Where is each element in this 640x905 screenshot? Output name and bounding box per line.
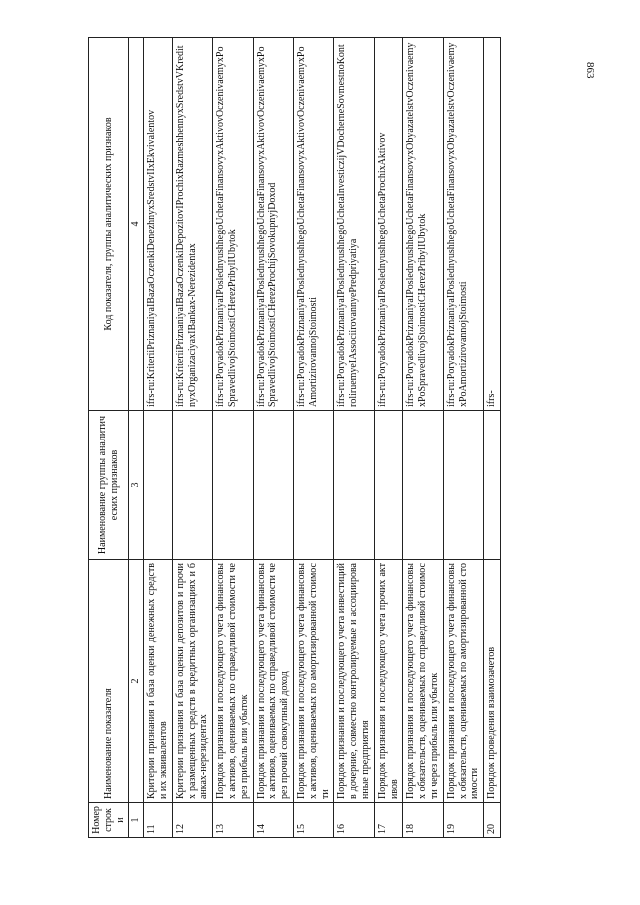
group-name bbox=[172, 411, 212, 560]
header-code: Код показателя, группы аналитических признаков bbox=[89, 38, 129, 411]
indicator-name: Порядок признания и последующего учета финансовых обязательств, оцениваемых по справедливой стоимости через прибыль или убыток bbox=[403, 560, 443, 803]
column-number: 3 bbox=[129, 411, 144, 560]
indicator-name: Порядок признания и последующего учета финансовых обязательств, оцениваемых по амортизированной стоимости bbox=[443, 560, 483, 803]
indicator-name: Порядок признания и последующего учета инвестиций в дочерние, совместно контролируемые и ассоциированные предприятия bbox=[334, 560, 374, 803]
indicator-code: ifrs-ru:PoryadokPriznaniyaIPoslednyushhegoUchetaProchixAktivov bbox=[374, 38, 403, 411]
indicator-name: Порядок признания и последующего учета финансовых активов, оцениваемых по справедливой стоимости через прочий совокупный доход bbox=[253, 560, 293, 803]
indicator-name: Порядок проведения взаимозачетов bbox=[484, 560, 501, 803]
group-name bbox=[334, 411, 374, 560]
row-number: 12 bbox=[172, 803, 212, 838]
row-number: 20 bbox=[484, 803, 501, 838]
table-row bbox=[172, 38, 212, 838]
indicator-code: ifrs-ru:KriteriiPriznaniyaIBazaOczenkiDenezhnyxSredstvIIxEkvivalentov bbox=[144, 38, 173, 411]
indicator-code: ifrs- bbox=[484, 38, 501, 411]
group-name bbox=[443, 411, 483, 560]
column-number-row bbox=[129, 38, 144, 838]
indicator-code: ifrs-ru:PoryadokPriznaniyaIPoslednyushhegoUchetaFinansovyxObyazatelstvOczenivaemyxPoAmortizirovannojStoimosti bbox=[443, 38, 483, 411]
indicator-code: ifrs-ru:PoryadokPriznaniyaIPoslednyushhegoUchetaFinansovyxObyazatelstvOczenivaemyxPoSpravedlivojStoimostiCHerezPribylIUbytok bbox=[403, 38, 443, 411]
table-row bbox=[293, 38, 333, 838]
group-name bbox=[213, 411, 253, 560]
header-row-number: Номер строки bbox=[89, 803, 129, 838]
indicator-name: Порядок признания и последующего учета прочих активов bbox=[374, 560, 403, 803]
row-number: 18 bbox=[403, 803, 443, 838]
column-number: 2 bbox=[129, 560, 144, 803]
indicator-code: ifrs-ru:PoryadokPriznaniyaIPoslednyushhegoUchetaFinansovyxAktivovOczenivaemyxPoSpravedlivojStoimostiCHerezPribylIUbytok bbox=[213, 38, 253, 411]
table-row bbox=[443, 38, 483, 838]
indicator-name: Критерии признания и база оценки депозитов и прочих размещенных средств в кредитных организациях и банках-нерезидентах bbox=[172, 560, 212, 803]
page-number: 863 bbox=[584, 62, 596, 79]
indicator-code: ifrs-ru:PoryadokPriznaniyaIPoslednyushhegoUchetaFinansovyxAktivovOczenivaemyxPoAmortizirovannojStoimosti bbox=[293, 38, 333, 411]
table-row bbox=[484, 38, 501, 838]
table-row bbox=[334, 38, 374, 838]
indicator-name: Порядок признания и последующего учета финансовых активов, оцениваемых по справедливой стоимости через прибыль или убыток bbox=[213, 560, 253, 803]
indicator-name: Порядок признания и последующего учета финансовых активов, оцениваемых по амортизированной стоимости bbox=[293, 560, 333, 803]
header-indicator-name: Наименование показателя bbox=[89, 560, 129, 803]
row-number: 19 bbox=[443, 803, 483, 838]
table-row bbox=[403, 38, 443, 838]
column-number: 4 bbox=[129, 38, 144, 411]
table-row bbox=[374, 38, 403, 838]
header-row bbox=[89, 38, 129, 838]
rotated-table-container bbox=[88, 42, 586, 838]
table-row bbox=[213, 38, 253, 838]
row-number: 17 bbox=[374, 803, 403, 838]
group-name bbox=[253, 411, 293, 560]
table-row bbox=[253, 38, 293, 838]
group-name bbox=[293, 411, 333, 560]
indicator-code: ifrs-ru:PoryadokPriznaniyaIPoslednyushhegoUchetaInvesticzijVDocherneSovmestnoKontroliruemyeIAssociirovannyePredpriyatiya bbox=[334, 38, 374, 411]
row-number: 13 bbox=[213, 803, 253, 838]
row-number: 16 bbox=[334, 803, 374, 838]
group-name bbox=[374, 411, 403, 560]
indicator-name: Критерии признания и база оценки денежных средств и их эквивалентов bbox=[144, 560, 173, 803]
indicator-code: ifrs-ru:KriteriiPriznaniyaIBazaOczenkiDepozitovIProchixRazmeshhennyxSredstvVKreditnyxOrganizaciyaxIBankax-Nerezidentax bbox=[172, 38, 212, 411]
group-name bbox=[403, 411, 443, 560]
row-number: 11 bbox=[144, 803, 173, 838]
header-group-name: Наименование группы аналитических признаков bbox=[89, 411, 129, 560]
indicator-code: ifrs-ru:PoryadokPriznaniyaIPoslednyushhegoUchetaFinansovyxAktivovOczenivaemyxPoSpravedlivojStoimostiCHerezProchijSovokupnyjDoxod bbox=[253, 38, 293, 411]
indicator-table bbox=[88, 37, 501, 838]
group-name bbox=[144, 411, 173, 560]
row-number: 14 bbox=[253, 803, 293, 838]
table-row bbox=[144, 38, 173, 838]
row-number: 15 bbox=[293, 803, 333, 838]
column-number: 1 bbox=[129, 803, 144, 838]
group-name bbox=[484, 411, 501, 560]
table-body bbox=[144, 38, 501, 838]
